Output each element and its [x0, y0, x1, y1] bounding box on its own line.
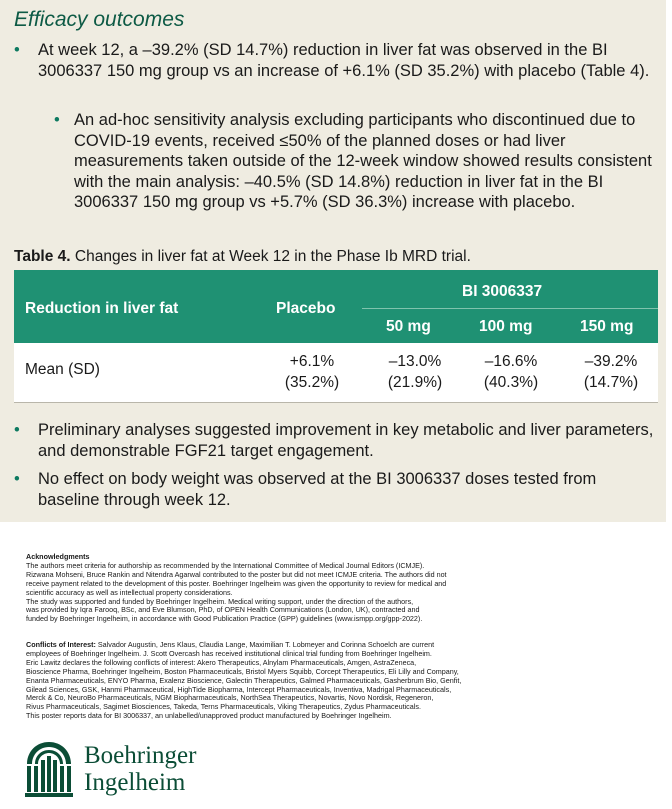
bullet-text: No effect on body weight was observed at the BI 3006337 doses tested from baseline through week 12. — [38, 470, 597, 509]
header-reduction: Reduction in liver fat — [25, 300, 179, 317]
cell-sd: (14.7%) — [583, 374, 639, 391]
liver-fat-table — [14, 270, 658, 403]
ack-line: was provided by Iqra Farooq, BSc, and Eve Blumson, PhD, of OPEN Health Communications (London, UK), contracted and — [26, 605, 420, 615]
table-caption-text: Changes in liver fat at Week 12 in the Phase Ib MRD trial. — [74, 248, 471, 265]
header-bi-3006337: BI 3006337 — [462, 283, 543, 300]
header-dose-150: 150 mg — [580, 318, 634, 335]
ack-line: funded by Boehringer Ingelheim, in accordance with Good Publication Practice (GPP) guidelines (www.ismpp.org/gpp-2022). — [26, 614, 423, 624]
bullet-item — [14, 40, 654, 81]
cell-mean: –13.0% — [388, 353, 442, 370]
table-header — [14, 270, 658, 343]
cell-100mg — [466, 351, 556, 393]
ack-line: scientific accuracy as well as intellectual property considerations. — [26, 587, 233, 597]
bullet-dot-icon: • — [14, 470, 20, 488]
acknowledgments-heading: Acknowledgments — [26, 552, 90, 561]
cell-mean: +6.1% — [289, 353, 335, 370]
section-title: Efficacy outcomes — [14, 8, 185, 31]
header-dose-50: 50 mg — [386, 318, 431, 335]
header-dose-100: 100 mg — [479, 318, 533, 335]
logo-wordmark — [84, 742, 196, 796]
cell-150mg — [566, 351, 656, 393]
cell-placebo — [272, 351, 352, 393]
bullet-item — [14, 469, 654, 510]
coi-line: Merck & Co, NeuroBo Pharmaceuticals, NGM Biopharmaceuticals, NorthSea Therapeutics, Novartis, Novo Nordisk, Regeneron, — [26, 693, 434, 703]
bullet-text: At week 12, a –39.2% (SD 14.7%) reduction in liver fat was observed in the BI 3006337 150 mg group vs an increase of +6.1% (SD 35.2%) with placebo (Table 4). — [38, 41, 650, 80]
cell-sd: (21.9%) — [387, 374, 443, 391]
row-label: Mean (SD) — [25, 361, 100, 378]
cell-mean: –16.6% — [484, 353, 538, 370]
table-caption — [14, 248, 471, 266]
cell-50mg — [370, 351, 460, 393]
ack-line: The study was supported and funded by Boehringer Ingelheim. Medical writing support, under the direction of the authors, — [26, 596, 414, 606]
header-placebo: Placebo — [276, 300, 336, 317]
coi-line: Gilead Sciences, GSK, Hanmi Pharmaceutical, HighTide Biopharma, Intercept Pharmaceuticals, Inventiva, Madrigal Pharmaceuticals, — [26, 684, 452, 694]
ack-line: The authors meet criteria for authorship as recommended by the International Committee of Medical Journal Editors (ICMJE). — [26, 560, 425, 570]
coi-line: Salvador Augustin, Jens Klaus, Claudia Lange, Maximilian T. Lobmeyer and Corinna Schoelch are current — [95, 640, 435, 649]
boehringer-ingelheim-logo — [24, 740, 254, 800]
bullet-text: Preliminary analyses suggested improvement in key metabolic and liver parameters, and demonstrable FGF21 target engagement. — [38, 421, 654, 460]
boehringer-building-icon — [24, 740, 74, 798]
cell-sd: (40.3%) — [483, 374, 539, 391]
bullet-dot-icon: • — [54, 111, 60, 129]
bullet-item — [14, 420, 654, 461]
cell-sd: (35.2%) — [284, 374, 340, 391]
logo-line-1: Boehringer — [84, 742, 197, 769]
table-row — [14, 343, 658, 403]
coi-line: Rivus Pharmaceuticals, Sagimet Biosciences, Takeda, Terns Pharmaceuticals, Viking Therapeutics, Zydus Pharmaceuticals. — [26, 702, 421, 712]
bullet-text: An ad-hoc sensitivity analysis excluding participants who discontinued due to COVID-19 events, received ≤50% of the planned doses or had liver measurements taken outside of the 12-week window showed results consistent with the main analysis: –40.5% (SD 14.8%) reduction in liver fat in the BI 3006337 150 mg group vs +5.7% (SD 36.3%) increase with placebo. — [74, 111, 652, 211]
header-divider — [362, 308, 658, 309]
acknowledgments — [26, 553, 666, 624]
sub-bullet-item — [54, 110, 654, 213]
conflicts-heading: Conflicts of Interest: — [26, 640, 96, 649]
coi-line: Bioscience Pharma, Boehringer Ingelheim, Boston Pharmaceuticals, Bristol Myers Squibb, Corcept Therapeutics, Eli Lilly and Company, — [26, 666, 459, 676]
ack-line: receive payment related to the development of this poster. Boehringer Ingelheim was given the opportunity to review for medical and — [26, 578, 447, 588]
cell-mean: –39.2% — [584, 353, 638, 370]
table-caption-label: Table 4. — [14, 248, 71, 265]
bullet-dot-icon: • — [14, 41, 20, 59]
conflicts-of-interest — [26, 641, 666, 721]
ack-line: Rizwana Mohseni, Bruce Rankin and Nitendra Agarwal contributed to the poster but did not meet ICMJE criteria. The authors did not — [26, 569, 447, 579]
coi-line: Eric Lawitz declares the following conflicts of interest: Akero Therapeutics, Alnylam Pharmaceuticals, Amgen, AstraZeneca, — [26, 657, 417, 667]
logo-line-2: Ingelheim — [84, 769, 186, 796]
coi-line: This poster reports data for BI 3006337, an unlabelled/unapproved product manufactured by Boehringer Ingelheim. — [26, 711, 392, 721]
coi-line: employees of Boehringer Ingelheim. J. Scott Overcash has received institutional clinical trial funding from Boehringer Ingelheim. — [26, 648, 432, 658]
coi-line: Enanta Pharmaceuticals, ENYO Pharma, Exalenz Bioscience, Galectin Therapeutics, Galmed Pharmaceuticals, Gasherbrum Bio, Genfit, — [26, 675, 462, 685]
bullet-dot-icon: • — [14, 421, 20, 439]
